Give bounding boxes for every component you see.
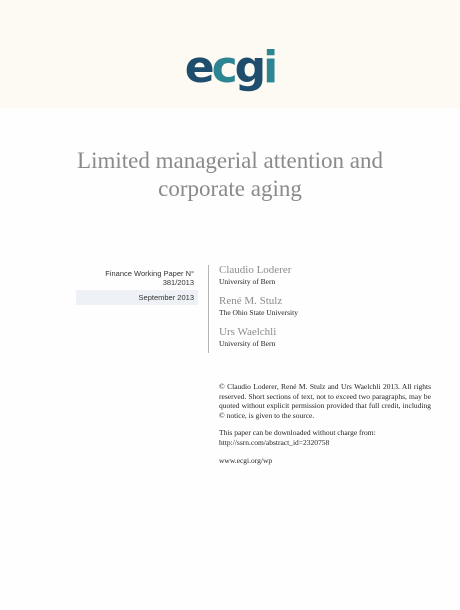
download-link[interactable]: http://ssrn.com/abstract_id=2320758 xyxy=(219,437,330,447)
notes-block xyxy=(219,382,431,473)
author-entry xyxy=(219,326,439,349)
working-paper-number: Finance Working Paper N° 381/2013 xyxy=(105,269,194,287)
download-info xyxy=(219,428,431,447)
divider xyxy=(208,265,209,353)
author-name: Urs Waelchli xyxy=(219,326,277,338)
ecgi-logo: ecgi xyxy=(184,42,276,93)
series-info xyxy=(76,266,198,305)
author-entry xyxy=(219,264,439,287)
author-name: Claudio Loderer xyxy=(219,264,292,276)
copyright-notice: © Claudio Loderer, René M. Stulz and Urs Waelchli 2013. All rights reserved. Short sections of text, not to exceed two paragraphs, may be quoted without explicit permission provided that full credit, including © notice, is given to the source. xyxy=(219,382,431,420)
author-list xyxy=(219,264,439,357)
publication-date: September 2013 xyxy=(76,290,198,305)
author-affiliation: University of Bern xyxy=(219,277,276,286)
author-affiliation: University of Bern xyxy=(219,339,276,348)
download-note: This paper can be downloaded without charge from: xyxy=(219,428,376,438)
website-link[interactable]: www.ecgi.org/wp xyxy=(219,455,273,465)
author-affiliation: The Ohio State University xyxy=(219,308,298,317)
author-name: René M. Stulz xyxy=(219,295,283,307)
author-entry xyxy=(219,295,439,318)
paper-title: Limited managerial attention and corporate aging xyxy=(77,148,383,201)
